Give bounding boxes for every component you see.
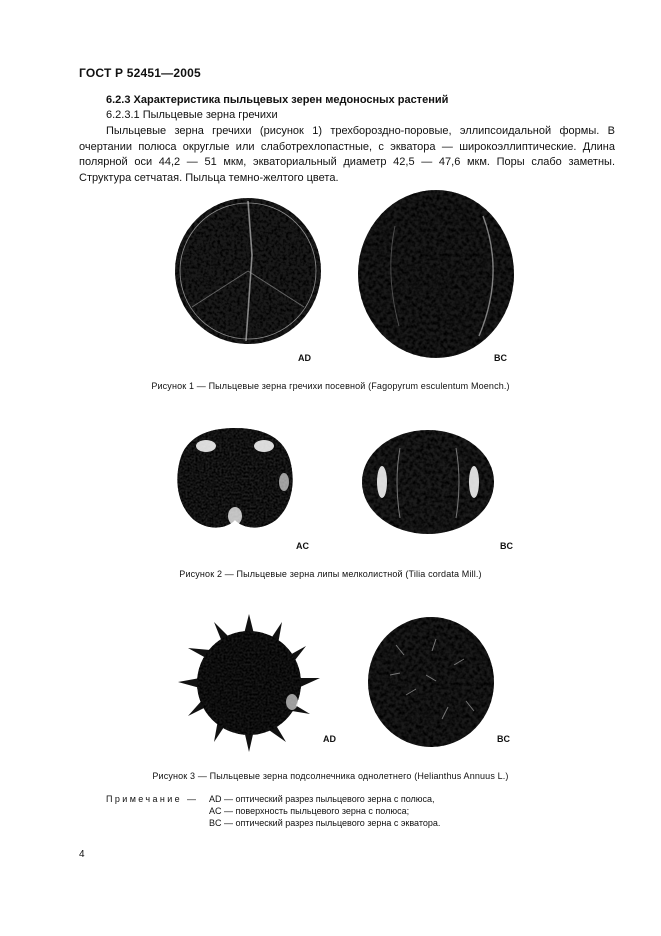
section-heading: 6.2.3 Характеристика пыльцевых зерен медоносных растений (106, 94, 449, 106)
note-title: Примечание — (106, 794, 199, 804)
figure-3-right-label: BC (497, 734, 510, 744)
sunflower-grain-polar-section (174, 610, 324, 756)
standard-code: ГОСТ Р 52451—2005 (79, 66, 201, 80)
figure-1-caption: Рисунок 1 — Пыльцевые зерна гречихи посевной (Fagopyrum esculentum Moench.) (151, 381, 510, 391)
figure-2-right-label: BC (500, 541, 513, 551)
figure-2-caption: Рисунок 2 — Пыльцевые зерна липы мелколистной (Tilia cordata Mill.) (179, 569, 482, 579)
description-paragraph: Пыльцевые зерна гречихи (рисунок 1) трехбороздно-поровые, эллипсоидальной формы. В очертании полюса округлые или слаботрехлопастные, с экватора — широкоэллиптические. Длина полярной оси 44,2 — 51 мкм, экваториальный диаметр 42,5 — 47,6 мкм. Поры слабо заметны. Структура сетчатая. Пыльца темно-желтого цвета. (79, 125, 615, 184)
buckwheat-grain-equatorial-section (355, 186, 517, 362)
linden-grain-equatorial-section (360, 428, 496, 536)
sunflower-grain-equatorial-section (366, 615, 496, 749)
note-line-ad: AD — оптический разрез пыльцевого зерна с полюса, (209, 794, 435, 804)
subsection-heading: 6.2.3.1 Пыльцевые зерна гречихи (106, 109, 278, 121)
note-line-bc: BC — оптический разрез пыльцевого зерна с экватора. (209, 818, 441, 828)
figure-3-caption: Рисунок 3 — Пыльцевые зерна подсолнечника однолетнего (Helianthus Annuus L.) (152, 771, 509, 781)
figure-3-left-label: AD (323, 734, 336, 744)
note-line-ac: AC — поверхность пыльцевого зерна с полюса; (209, 806, 410, 816)
buckwheat-grain-polar-section (172, 195, 324, 347)
figure-2-left-label: AC (296, 541, 309, 551)
figure-1-right-label: BC (494, 353, 507, 363)
page-number: 4 (79, 849, 85, 860)
figure-1-left-label: AD (298, 353, 311, 363)
linden-grain-polar-surface (172, 424, 298, 534)
